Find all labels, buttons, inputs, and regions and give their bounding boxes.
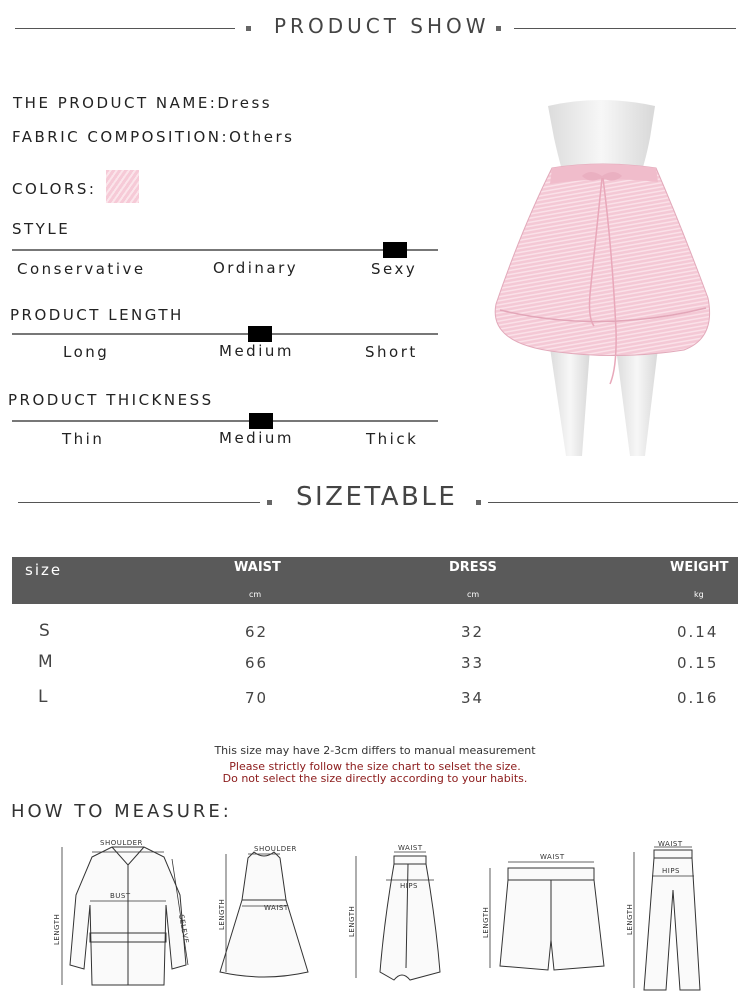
pants-waistband xyxy=(654,850,692,858)
style-option-conservative: Conservative xyxy=(17,260,146,278)
sizetable-rule-left xyxy=(18,502,260,503)
sizetable-dot-right xyxy=(476,500,481,505)
skirt-hips-label: HIPS xyxy=(400,882,418,890)
col-weight-unit: kg xyxy=(694,590,704,599)
product-photo-svg xyxy=(470,98,740,460)
cell-waist: 66 xyxy=(245,654,269,672)
mannequin-torso xyxy=(548,100,655,170)
product-show-dot-right xyxy=(496,26,501,31)
size-table-header xyxy=(12,557,738,604)
shorts-outline xyxy=(500,880,604,970)
skirt-waistband-outline xyxy=(394,856,426,864)
cell-size: S xyxy=(39,621,52,641)
style-marker xyxy=(383,242,407,258)
note-follow-chart: Please strictly follow the size chart to selset the size. xyxy=(229,760,521,773)
cell-weight: 0.14 xyxy=(677,623,719,641)
col-dress-unit: cm xyxy=(467,590,480,599)
col-weight-header: WEIGHT xyxy=(670,560,729,575)
shorts-length-label: LENGTH xyxy=(482,906,490,938)
shirt-length-label: LENGTH xyxy=(53,913,61,945)
cell-size: M xyxy=(38,652,55,672)
length-marker xyxy=(248,326,272,342)
col-waist-header: WAIST xyxy=(234,560,281,575)
cell-weight: 0.16 xyxy=(677,689,719,707)
measure-dress-figure xyxy=(214,840,314,990)
skirt-waist-label: WAIST xyxy=(398,844,423,852)
how-to-measure-title: HOW TO MEASURE: xyxy=(11,801,232,822)
length-title: PRODUCT LENGTH xyxy=(10,306,184,324)
length-option-short: Short xyxy=(365,343,418,361)
length-option-long: Long xyxy=(63,343,110,361)
cell-waist: 62 xyxy=(245,623,269,641)
length-scale-line xyxy=(12,333,438,335)
shirt-shoulder-label: SHOULDER xyxy=(100,839,143,847)
product-show-title: PRODUCT SHOW xyxy=(274,14,490,38)
cell-dress: 32 xyxy=(461,623,485,641)
fabric-value: Others xyxy=(229,128,295,146)
dress-waist-label: WAIST xyxy=(264,904,289,912)
skirt-length-label: LENGTH xyxy=(348,905,356,937)
pink-bubble-skirt xyxy=(495,164,709,356)
dress-shoulder-label: SHOULDER xyxy=(254,845,297,853)
cell-dress: 33 xyxy=(461,654,485,672)
col-waist-unit: cm xyxy=(249,590,262,599)
cell-dress: 34 xyxy=(461,689,485,707)
thickness-scale-line xyxy=(12,420,438,422)
col-dress-header: DRESS xyxy=(449,560,497,575)
style-title: STYLE xyxy=(12,220,71,238)
style-scale-line xyxy=(12,249,438,251)
thickness-option-thin: Thin xyxy=(62,430,105,448)
measure-shirt-figure xyxy=(48,835,208,995)
cell-weight: 0.15 xyxy=(677,654,719,672)
colors-label: COLORS: xyxy=(12,180,97,198)
product-show-rule-left xyxy=(15,28,235,29)
sizetable-rule-right xyxy=(488,502,738,503)
shirt-bust-label: BUST xyxy=(110,892,131,900)
cell-size: L xyxy=(38,687,50,707)
sizetable-dot-left xyxy=(267,500,272,505)
length-option-medium: Medium xyxy=(219,342,294,360)
fabric-row xyxy=(12,128,294,146)
pants-length-label: LENGTH xyxy=(626,903,634,935)
sizetable-title: SIZETABLE xyxy=(296,482,458,512)
product-name-label: THE PRODUCT NAME: xyxy=(13,94,218,112)
cell-waist: 70 xyxy=(245,689,269,707)
fabric-label: FABRIC COMPOSITION: xyxy=(12,128,230,146)
note-habits: Do not select the size directly according to your habits. xyxy=(222,772,528,785)
shirt-sleeve-label: SELEVE xyxy=(177,913,191,945)
thickness-title: PRODUCT THICKNESS xyxy=(8,391,214,409)
dress-outline xyxy=(220,852,308,977)
thickness-option-medium: Medium xyxy=(219,429,294,447)
product-show-rule-right xyxy=(514,28,736,29)
thickness-marker xyxy=(249,413,273,429)
measure-shorts-figure xyxy=(478,848,618,978)
style-option-ordinary: Ordinary xyxy=(213,259,299,277)
thickness-option-thick: Thick xyxy=(366,430,419,448)
style-option-sexy: Sexy xyxy=(371,260,418,278)
mannequin-right-leg xyxy=(616,348,658,456)
mannequin-left-leg xyxy=(550,348,590,456)
pants-waist-label: WAIST xyxy=(658,840,683,848)
shorts-waistband xyxy=(508,868,594,880)
measure-skirt-figure xyxy=(342,842,452,992)
product-show-dot-left xyxy=(246,26,251,31)
product-photo xyxy=(470,98,740,460)
measure-pants-figure xyxy=(624,840,720,995)
pants-hips-label: HIPS xyxy=(662,867,680,875)
col-size-header: size xyxy=(25,561,63,579)
dress-length-label: LENGTH xyxy=(218,898,226,930)
note-measurement: This size may have 2-3cm differs to manual measurement xyxy=(214,744,536,757)
shorts-waist-label: WAIST xyxy=(540,853,565,861)
product-name-value: Dress xyxy=(217,94,273,112)
product-name-row xyxy=(13,94,272,112)
pants-outline xyxy=(644,858,700,990)
color-swatch-pink[interactable] xyxy=(106,170,139,203)
